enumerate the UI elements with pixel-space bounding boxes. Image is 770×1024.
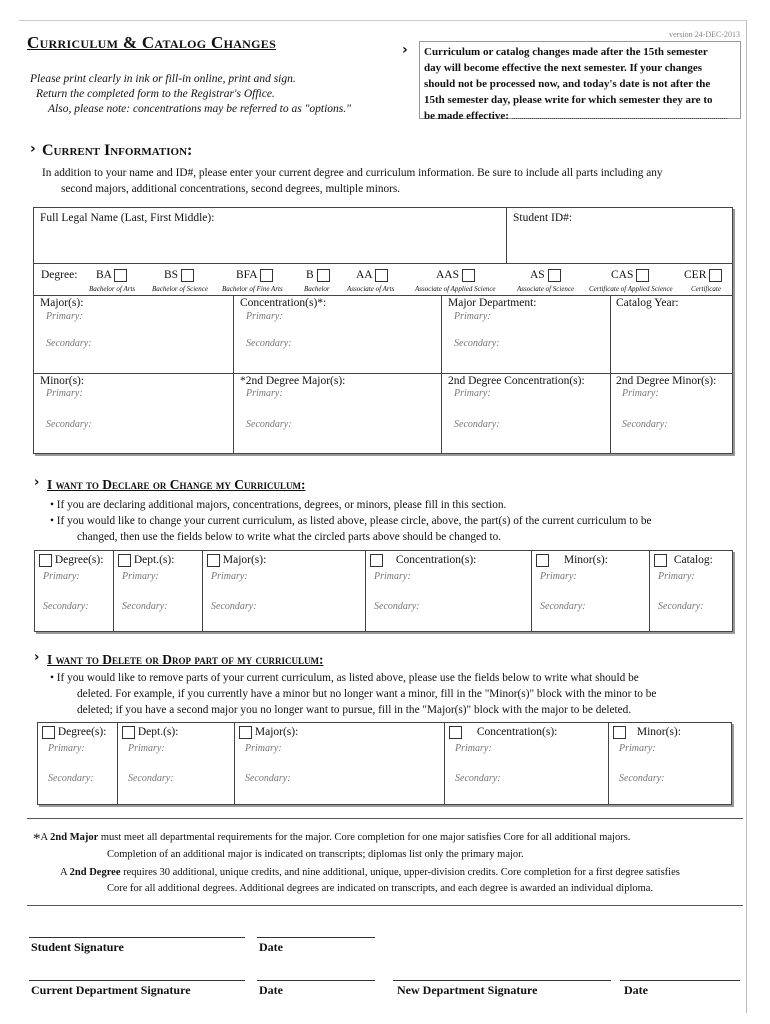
current-major-department-field[interactable] [442, 295, 610, 373]
degree-checkbox-cer[interactable] [709, 269, 722, 282]
declare-dept-checkbox[interactable] [118, 554, 131, 567]
declare-catalog-field[interactable] [650, 551, 732, 631]
column-label: Degree(s): [57, 726, 107, 739]
arrow-icon: › [34, 475, 40, 490]
declare-major-field[interactable] [203, 551, 364, 631]
major-department-label: Major Department: [448, 297, 537, 309]
primary-placeholder: Primary: [658, 571, 695, 582]
column-label: Concentration(s): [395, 554, 477, 567]
column-label: Minor(s): [563, 554, 608, 567]
column-label: Catalog: [673, 554, 713, 567]
degree-code: AS [530, 269, 545, 282]
declare-heading: I want to Declare or Change my Curriculum: [47, 477, 306, 492]
student-id-field[interactable] [508, 208, 732, 263]
delete-major-checkbox[interactable] [239, 726, 252, 739]
primary-placeholder: Primary: [374, 571, 411, 582]
declare-dept-field[interactable] [114, 551, 201, 631]
note-bold: 2nd Degree [69, 867, 121, 878]
secondary-placeholder: Secondary: [658, 601, 704, 612]
degree-code: BFA [236, 269, 257, 282]
primary-placeholder: Primary: [46, 311, 83, 322]
second-degree-major-field[interactable] [234, 373, 441, 453]
secondary-placeholder: Secondary: [43, 601, 89, 612]
second-degree-minor-label: 2nd Degree Minor(s): [616, 375, 717, 387]
current-minor-field[interactable] [34, 373, 233, 453]
second-degree-concentration-label: 2nd Degree Concentration(s): [448, 375, 585, 387]
secondary-placeholder: Secondary: [454, 338, 500, 349]
delete-degree-field[interactable] [38, 723, 116, 804]
degree-code: AA [356, 269, 372, 282]
degree-label: Degree: [41, 269, 78, 281]
minor-label: Minor(s): [40, 375, 85, 387]
notice-line: 15th semester day, please write for which semester they are to [424, 94, 713, 106]
declare-table [34, 550, 733, 632]
secondary-placeholder: Secondary: [540, 601, 586, 612]
current-dept-date-line[interactable] [257, 980, 375, 981]
current-info-table [33, 207, 733, 454]
arrow-icon: › [30, 141, 36, 157]
secondary-placeholder: Secondary: [46, 419, 92, 430]
new-dept-date-label: Date [624, 983, 648, 997]
degree-code: CER [684, 269, 707, 282]
notice-line: be made effective: [424, 110, 509, 122]
primary-placeholder: Primary: [211, 571, 248, 582]
degree-name: Associate of Arts [347, 285, 395, 293]
primary-placeholder: Primary: [245, 743, 282, 754]
degree-checkbox-bfa[interactable] [260, 269, 273, 282]
secondary-placeholder: Secondary: [48, 773, 94, 784]
column-label: Dept.(s): [137, 726, 179, 739]
current-dept-date-label: Date [259, 983, 283, 997]
new-dept-date-line[interactable] [620, 980, 740, 981]
note-bold: 2nd Major [50, 832, 99, 843]
intro-line: Please print clearly in ink or fill-in online, print and sign. [30, 73, 296, 85]
declare-bullet: If you would like to change your current curriculum, as listed above, please circle, above, the part(s) of the current curriculum to be [56, 515, 652, 527]
secondary-placeholder: Secondary: [374, 601, 420, 612]
degree-checkbox-cas[interactable] [636, 269, 649, 282]
student-date-line[interactable] [257, 937, 375, 938]
arrow-icon: › [34, 650, 40, 665]
primary-placeholder: Primary: [246, 311, 283, 322]
column-label: Concentration(s): [476, 726, 558, 739]
declare-concentration-field[interactable] [366, 551, 530, 631]
page-title: Curriculum & Catalog Changes [27, 33, 277, 52]
secondary-placeholder: Secondary: [245, 773, 291, 784]
secondary-placeholder: Secondary: [122, 601, 168, 612]
current-dept-signature-label: Current Department Signature [31, 983, 191, 997]
notice-line: should not be processed now, and today's date is not after the [424, 78, 711, 90]
delete-dept-checkbox[interactable] [122, 726, 135, 739]
note-lead: A [60, 867, 68, 878]
secondary-placeholder: Secondary: [454, 419, 500, 430]
current-info-line: In addition to your name and ID#, please enter your current degree and curriculum information. Be sure to include all parts including any [42, 167, 663, 179]
delete-bullet-cont: deleted; if you have a second major you no longer want to pursue, fill in the "Major(s)" block with the major to be deleted. [77, 704, 632, 716]
note-text: must meet all departmental requirements for the major. Core completion for one major satisfies Core for all additional majors. [100, 832, 631, 843]
degree-checkbox-aas[interactable] [462, 269, 475, 282]
note-text: requires 30 additional, unique credits, and nine additional, unique, upper-division credits. Core completion for a first degree satisfies [123, 867, 680, 878]
delete-table [37, 722, 732, 805]
student-signature-line[interactable] [29, 937, 245, 938]
degree-name: Certificate of Applied Science [589, 285, 673, 293]
degree-checkbox-ba[interactable] [114, 269, 127, 282]
secondary-placeholder: Secondary: [46, 338, 92, 349]
primary-placeholder: Primary: [48, 743, 85, 754]
current-info-line: second majors, additional concentrations, second degrees, multiple minors. [61, 183, 401, 195]
student-signature-label: Student Signature [31, 940, 124, 954]
delete-dept-field[interactable] [118, 723, 233, 804]
primary-placeholder: Primary: [619, 743, 656, 754]
notice-line: Curriculum or catalog changes made after the 15th semester [424, 46, 708, 58]
declare-bullet: If you are declaring additional majors, concentrations, degrees, or minors, please fill in this section. [56, 499, 507, 511]
primary-placeholder: Primary: [455, 743, 492, 754]
full-name-field[interactable] [34, 208, 504, 263]
new-dept-signature-label: New Department Signature [397, 983, 538, 997]
arrow-icon: › [402, 42, 408, 58]
degree-name: Bachelor [304, 285, 330, 293]
delete-degree-checkbox[interactable] [42, 726, 55, 739]
degree-code: CAS [611, 269, 634, 282]
declare-concentration-checkbox[interactable] [370, 554, 383, 567]
declare-degree-field[interactable] [35, 551, 112, 631]
effective-semester-notice [419, 41, 741, 122]
column-label: Minor(s): [636, 726, 681, 739]
delete-concentration-field[interactable] [445, 723, 607, 804]
declare-catalog-checkbox[interactable] [654, 554, 667, 567]
declare-degree-checkbox[interactable] [39, 554, 52, 567]
degree-checkbox-aa[interactable] [375, 269, 388, 282]
second-degree-note [60, 867, 680, 878]
degree-name: Associate of Science [517, 285, 575, 293]
primary-placeholder: Primary: [540, 571, 577, 582]
delete-major-field[interactable] [235, 723, 443, 804]
degree-code: AAS [436, 269, 460, 282]
current-info-heading: Current Information: [42, 142, 193, 159]
degree-name: Associate of Applied Science [415, 285, 496, 293]
catalog-year-field[interactable] [611, 295, 732, 373]
intro-line: Also, please note: concentrations may be referred to as "options." [48, 103, 351, 115]
degree-name: Bachelor of Arts [89, 285, 136, 293]
second-degree-concentration-field[interactable] [442, 373, 610, 453]
secondary-placeholder: Secondary: [246, 419, 292, 430]
second-major-note-cont: Completion of an additional major is indicated on transcripts; diplomas list only the primary major. [107, 849, 524, 860]
delete-heading: I want to Delete or Drop part of my curriculum: [47, 652, 324, 667]
current-info-text [42, 165, 663, 197]
declare-bullet-cont: changed, then use the fields below to write what the circled parts above should be changed to. [77, 531, 502, 543]
delete-bullet-cont: deleted. For example, if you currently have a minor but no longer want a minor, fill in the "Minor(s)" block with the minor to be [77, 688, 657, 700]
declare-minor-checkbox[interactable] [536, 554, 549, 567]
secondary-placeholder: Secondary: [455, 773, 501, 784]
notice-line: day will become effective the next semester. If your changes [424, 62, 702, 74]
delete-minor-field[interactable] [609, 723, 731, 804]
intro-line: Return the completed form to the Registrar's Office. [36, 88, 275, 100]
full-name-label: Full Legal Name (Last, First Middle): [40, 212, 215, 224]
primary-placeholder: Primary: [122, 571, 159, 582]
current-concentration-field[interactable] [234, 295, 441, 373]
delete-bullet: If you would like to remove parts of your current curriculum, as listed above, please use the fields below to write what should be [56, 672, 639, 684]
second-major-note: *A 2nd Major must meet all departmental requirements for the major. Core completion for one major satisfies Core for all additional majors. [33, 831, 631, 847]
degree-checkbox-as[interactable] [548, 269, 561, 282]
declare-text: • If you are declaring additional majors, concentrations, degrees, or minors, please fill in this section. • If you would like to change your current curriculum, as listed above, please circle, above, the part(s) of the current curriculum to be changed, then use the fields below to write what the circled parts above should be changed to. [50, 499, 652, 543]
concentration-label: Concentration(s)*: [240, 297, 327, 309]
secondary-placeholder: Secondary: [622, 419, 668, 430]
intro-instructions [30, 72, 350, 117]
secondary-placeholder: Secondary: [211, 601, 257, 612]
primary-placeholder: Primary: [246, 388, 283, 399]
secondary-placeholder: Secondary: [619, 773, 665, 784]
second-degree-minor-field[interactable] [611, 373, 732, 453]
declare-major-checkbox[interactable] [207, 554, 220, 567]
current-dept-signature-line[interactable] [29, 980, 245, 981]
secondary-placeholder: Secondary: [246, 338, 292, 349]
second-degree-major-label: *2nd Degree Major(s): [240, 375, 346, 387]
primary-placeholder: Primary: [128, 743, 165, 754]
column-label: Major(s): [254, 726, 299, 739]
new-dept-signature-line[interactable] [393, 980, 611, 981]
secondary-placeholder: Secondary: [128, 773, 174, 784]
degree-checkbox-b[interactable] [317, 269, 330, 282]
degree-code: B [306, 269, 314, 282]
delete-minor-checkbox[interactable] [613, 726, 626, 739]
column-label: Major(s): [222, 554, 267, 567]
version-label: version 24-DEC-2013 [669, 30, 740, 39]
current-major-field[interactable] [34, 295, 233, 373]
column-label: Dept.(s): [133, 554, 175, 567]
primary-placeholder: Primary: [454, 311, 491, 322]
degree-name: Bachelor of Science [152, 285, 208, 293]
primary-placeholder: Primary: [622, 388, 659, 399]
primary-placeholder: Primary: [454, 388, 491, 399]
degree-code: BA [96, 269, 112, 282]
notes-box [27, 818, 743, 906]
primary-placeholder: Primary: [46, 388, 83, 399]
declare-minor-field[interactable] [532, 551, 648, 631]
delete-concentration-checkbox[interactable] [449, 726, 462, 739]
catalog-year-label: Catalog Year: [616, 297, 679, 309]
degree-code: BS [164, 269, 179, 282]
degree-name: Certificate [691, 285, 721, 293]
major-label: Major(s): [40, 297, 84, 309]
note-lead: A [40, 832, 48, 843]
delete-text: • If you would like to remove parts of your current curriculum, as listed above, please use the fields below to write what should be deleted. For example, if you currently have a minor but no longer want a minor, fill in the "Minor(s)" block with the minor to be deleted; if you have a second major you no longer want to pursue, fill in the "Major(s)" block with the major to be deleted. [50, 672, 657, 716]
column-label: Degree(s): [54, 554, 104, 567]
student-id-label: Student ID#: [513, 212, 573, 224]
effective-semester-field[interactable] [512, 108, 727, 119]
degree-checkbox-bs[interactable] [181, 269, 194, 282]
primary-placeholder: Primary: [43, 571, 80, 582]
student-date-label: Date [259, 940, 283, 954]
second-degree-note-cont: Core for all additional degrees. Additional degrees are indicated on transcripts, and each degree is awarded an individual diploma. [107, 883, 654, 894]
degree-name: Bachelor of Fine Arts [222, 285, 283, 293]
